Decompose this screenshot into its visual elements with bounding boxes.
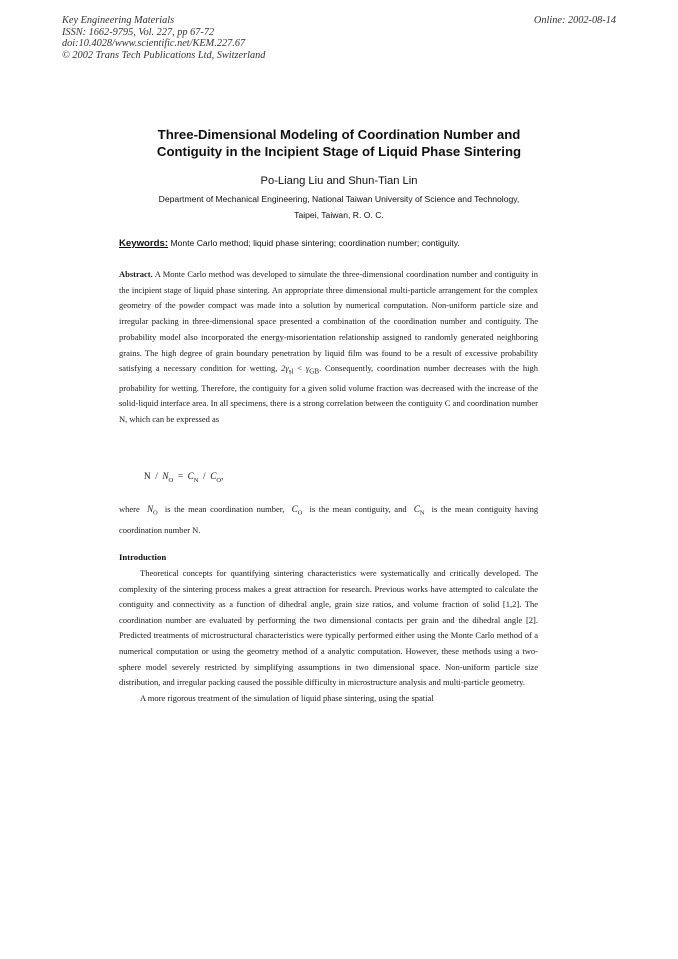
keywords-label: Keywords: xyxy=(119,238,169,249)
copyright-line: © 2002 Trans Tech Publications Ltd, Switzerland xyxy=(62,49,266,61)
wetting-condition-lhs: 2γ xyxy=(281,363,289,374)
introduction-heading: Introduction xyxy=(119,552,167,562)
eq-slash-1: / xyxy=(155,471,158,481)
where-c0-sub: O xyxy=(297,509,303,517)
where-text-2: is the mean coordination number, xyxy=(164,504,285,514)
affiliation xyxy=(100,191,578,223)
eq-c0-sub: O xyxy=(216,476,222,484)
introduction-paragraph-2: A more rigorous treatment of the simulation of liquid phase sintering, using the spatial xyxy=(140,692,434,703)
abstract-text-part-2: . Consequently, coordination number decreases with the high probability for wetting. Therefore, the contiguity for a given solid volume fraction was decreased with the increase of the solid-liquid interface area. In all specimens, there is a strong correlation between the contiguity C and coordination number N, which can be expressed as xyxy=(119,363,539,425)
keywords xyxy=(119,238,559,249)
where-n0: N xyxy=(146,504,154,514)
doi-line: doi:10.4028/www.scientific.net/KEM.227.67 xyxy=(62,38,246,50)
eq-cn-sub: N xyxy=(193,476,199,484)
eq-n0: N xyxy=(162,471,169,481)
equation-explanation xyxy=(119,501,538,538)
online-date: Online: 2002-08-14 xyxy=(533,15,616,26)
journal-name: Key Engineering Materials xyxy=(62,15,175,26)
publication-meta xyxy=(62,15,265,61)
where-n0-sub: O xyxy=(153,509,158,517)
keywords-text: Monte Carlo method; liquid phase sintering; coordination number; contiguity. xyxy=(170,238,460,248)
issn-line: ISSN: 1662-9795, Vol. 227, pp 67-72 xyxy=(62,26,215,38)
eq-n: N xyxy=(144,471,151,481)
wetting-condition-rhs: γ xyxy=(305,363,310,374)
eq-comma: , xyxy=(221,471,224,481)
title-line-2: Contiguity in the Incipient Stage of Liquid Phase Sintering xyxy=(156,144,522,159)
where-cn: C xyxy=(413,504,420,514)
wetting-condition-lhs-sub: sl xyxy=(288,367,294,376)
paper-title xyxy=(100,126,578,160)
equation xyxy=(144,471,223,484)
wetting-condition-rhs-sub: GB xyxy=(309,367,320,376)
eq-c0: C xyxy=(210,471,217,481)
eq-cn: C xyxy=(187,471,194,481)
introduction-paragraph-1: Theoretical concepts for quantifying sintering characteristics were systematically and critically developed. The complexity of the sintering process makes a great attraction for research. Previous works have attempted to calculate the contiguity and connectivity as a function of dihedral angle, grain size ratios, and volume fraction of solid [1,2]. The coordination number are evaluated by performing the two dimensional contacts per grain and the dihedral angle [2]. Predicted treatments of microstructural characteristics were typically performed either using the Monte Carlo method of a numerical computation or using the geometry method of a analytic computation. However, these methods using a two-sphere model severely restricted by simplifying assumptions in two dimensional space. Non-uniform particle size distribution, and irregular packing caused the possible difficulty in microstructure analysis and multi-particle geometry. xyxy=(119,568,538,688)
abstract xyxy=(119,267,538,428)
wetting-condition-operator: < xyxy=(297,363,303,374)
title-line-1: Three-Dimensional Modeling of Coordination Number and xyxy=(157,127,521,142)
abstract-label: Abstract. xyxy=(119,269,153,279)
where-c0: C xyxy=(291,504,298,514)
introduction-body xyxy=(119,566,538,706)
eq-slash-2: / xyxy=(203,471,206,481)
where-cn-sub: N xyxy=(419,509,425,517)
abstract-text-part-1: A Monte Carlo method was developed to simulate the three-dimensional coordination number and contiguity in the incipient stage of liquid phase sintering. An appropriate three dimensional multi-particle arrangement for the complex geometry of the powder compact was made into a solution by numerical computation. Non-uniform particle size and irregular packing in three-dimensional space presented a combination of the coordination number and contiguity. The probability model also incorporated the energy-misorientation relationship assigned to randomly generated neighboring grains. The high degree of grain boundary penetration by liquid film was found to be a result of excessive probability satisfying a necessary condition for wetting, xyxy=(119,269,538,374)
where-text-4: is the mean contiguity having coordination number N. xyxy=(119,504,539,535)
where-text-1: where xyxy=(119,504,140,514)
affiliation-line-1: Department of Mechanical Engineering, National Taiwan University of Science and Technology, xyxy=(158,194,520,204)
affiliation-line-2: Taipei, Taiwan, R. O. C. xyxy=(294,210,384,220)
authors: Po-Liang Liu and Shun-Tian Lin xyxy=(260,175,418,187)
eq-equals: = xyxy=(177,471,184,481)
where-text-3: is the mean contiguity, and xyxy=(309,504,407,514)
eq-n0-sub: O xyxy=(168,476,174,484)
